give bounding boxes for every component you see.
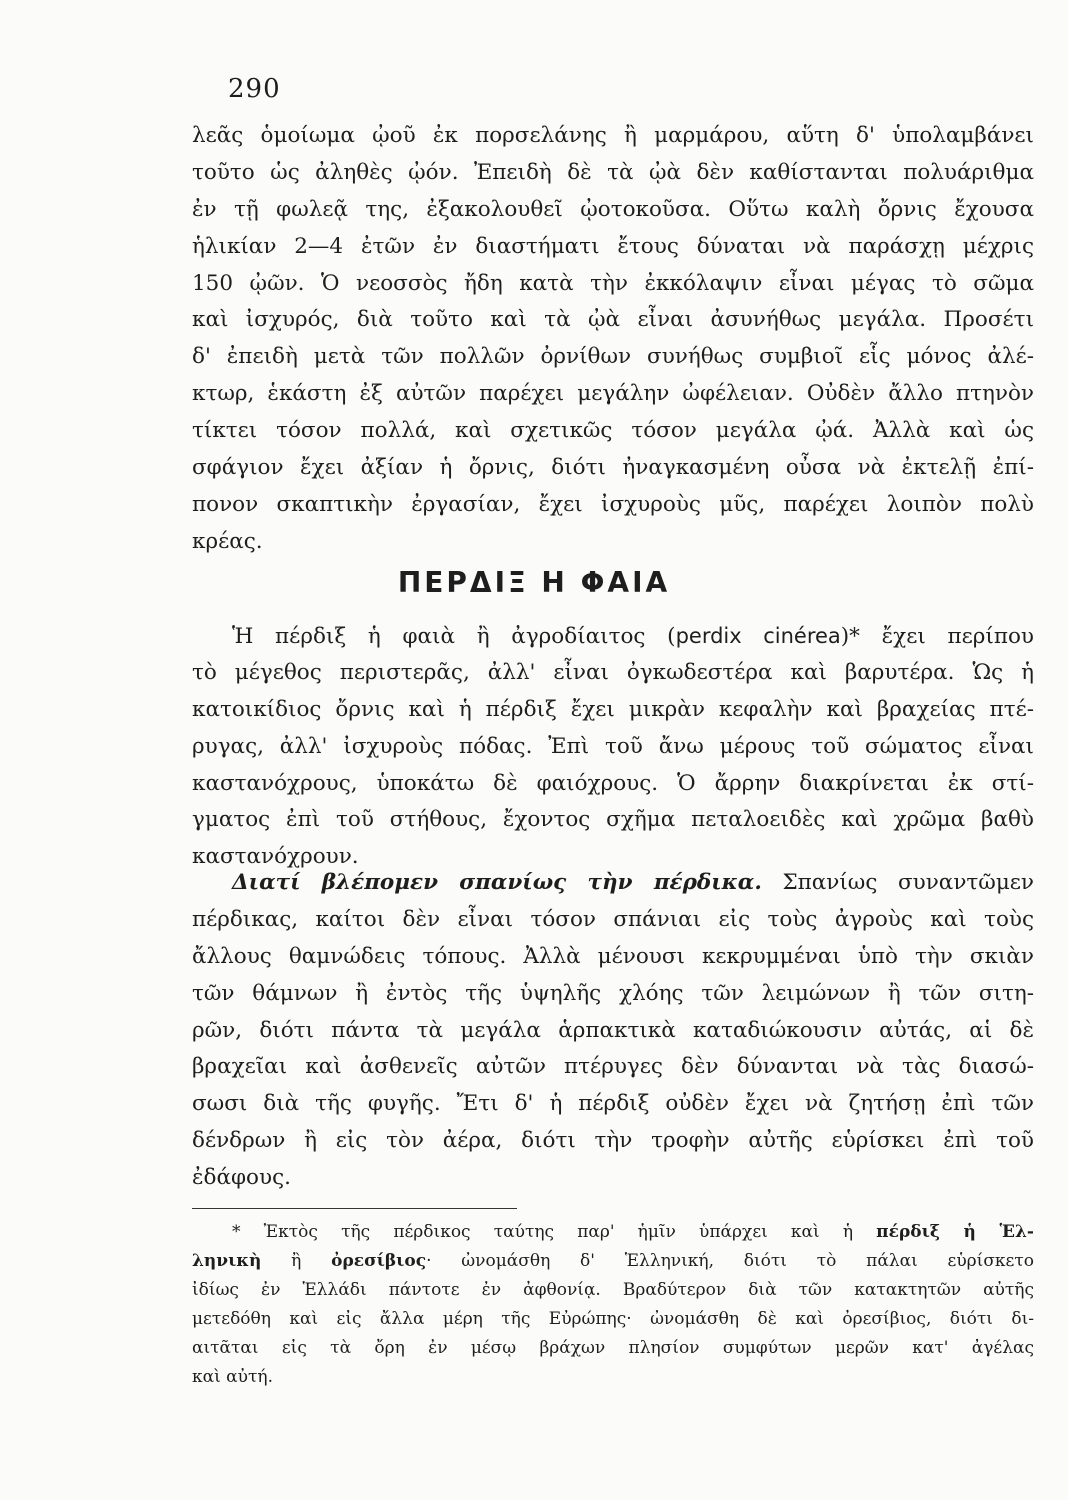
latin-name: perdix cinérea <box>675 624 841 648</box>
section-heading: ΠΕΡΔΙΞ Η ΦΑΙΑ <box>397 566 671 599</box>
text-line <box>192 618 1034 655</box>
footnote-line <box>192 1247 1034 1276</box>
footnote-line: καὶ αὐτή. <box>192 1367 273 1387</box>
text-line: δένδρων ἢ εἰς τὸν ἀέρα, διότι τὴν τροφὴν αὐτῆς εὑρίσκει ἐπὶ τοῦ <box>192 1128 1034 1154</box>
text-segment: ἢ <box>261 1251 332 1271</box>
text-line: πονον σκαπτικὴν ἐργασίαν, ἔχει ἰσχυροὺς μῦς, παρέχει λοιπὸν πολὺ <box>192 491 1034 517</box>
text-line: σφάγιον ἔχει ἀξίαν ἡ ὄρνις, διότι ἠναγκασμένη οὖσα νὰ ἐκτελῇ ἐπί- <box>192 455 1034 481</box>
text-line <box>192 865 1034 902</box>
text-line: ἐν τῇ φωλεᾷ της, ἐξακολουθεῖ ᾠοτοκοῦσα. Οὕτω καλὴ ὄρνις ἔχουσα <box>192 196 1034 222</box>
text-line: ρυγας, ἀλλ' ἰσχυροὺς πόδας. Ἐπὶ τοῦ ἄνω μέρους τοῦ σώματος εἶναι <box>192 733 1034 759</box>
text-line: ἄλλους θαμνώδεις τόπους. Ἀλλὰ μένουσι κεκρυμμέναι ὑπὸ τὴν σκιὰν <box>192 943 1034 969</box>
text-line: πέρδικας, καίτοι δὲν εἶναι τόσον σπάνιαι εἰς τοὺς ἀγροὺς καὶ τοὺς <box>192 906 1034 932</box>
paragraph-description <box>192 618 1034 876</box>
footnote-divider <box>192 1208 517 1209</box>
paragraph-eggs <box>192 118 1034 561</box>
bold-term: ὀρεσίβιος <box>331 1251 427 1271</box>
text-line: καὶ ἰσχυρός, διὰ τοῦτο καὶ τὰ ᾠὰ εἶναι ἀσυνήθως μεγάλα. Προσέτι <box>192 307 1034 333</box>
text-segment: · ὠνομάσθη δ' Ἑλληνική, διότι τὸ πάλαι εὑρίσκετο <box>426 1251 1034 1271</box>
text-line: κρέας. <box>192 528 263 554</box>
text-line: σωσι διὰ τῆς φυγῆς. Ἔτι δ' ἡ πέρδιξ οὐδὲν ἔχει νὰ ζητήσῃ ἐπὶ τῶν <box>192 1091 1034 1117</box>
text-line: ἐδάφους. <box>192 1165 291 1191</box>
footnote-line <box>192 1218 1034 1247</box>
text-line: τῶν θάμνων ἢ ἐντὸς τῆς ὑψηλῆς χλόης τῶν λειμώνων ἢ τῶν σιτη- <box>192 980 1034 1006</box>
text-line: τοῦτο ὡς ἀληθὲς ᾠόν. Ἐπειδὴ δὲ τὰ ᾠὰ δὲν καθίστανται πολυάριθμα <box>192 159 1034 185</box>
text-segment: )* ἔχει περίπου <box>840 624 1034 649</box>
footnote-line: αιτᾶται εἰς τὰ ὄρη ἐν μέσῳ βράχων πλησίον συμφύτων μερῶν κατ' ἀγέλας <box>192 1338 1034 1358</box>
text-line: ἡλικίαν 2—4 ἐτῶν ἐν διαστήματι ἔτους δύναται νὰ παράσχῃ μέχρις <box>192 233 1034 259</box>
text-line: τίκτει τόσον πολλά, καὶ σχετικῶς τόσον μεγάλα ᾠά. Ἀλλὰ καὶ ὡς <box>192 418 1034 444</box>
text-line: γματος ἐπὶ τοῦ στήθους, ἔχοντος σχῆμα πεταλοειδὲς καὶ χρῶμα βαθὺ <box>192 807 1034 833</box>
text-line: ρῶν, διότι πάντα τὰ μεγάλα ἁρπακτικὰ καταδιώκουσιν αὐτάς, αἱ δὲ <box>192 1017 1034 1043</box>
text-line: 150 ᾠῶν. Ὁ νεοσσὸς ἤδη κατὰ τὴν ἐκκόλαψιν εἶναι μέγας τὸ σῶμα <box>192 270 1034 296</box>
footnote-line: μετεδόθη καὶ εἰς ἄλλα μέρη τῆς Εὐρώπης· ὠνομάσθη δὲ καὶ ὀρεσίβιος, διότι δι- <box>192 1309 1034 1329</box>
text-line: τὸ μέγεθος περιστερᾶς, ἀλλ' εἶναι ὀγκωδεστέρα καὶ βαρυτέρα. Ὡς ἡ <box>192 659 1034 685</box>
text-line: καστανόχρους, ὑποκάτω δὲ φαιόχρους. Ὁ ἄρρην διακρίνεται ἐκ στί- <box>192 770 1034 796</box>
sub-heading: Διατί βλέπομεν σπανίως τὴν πέρδικα. <box>232 870 762 895</box>
footnote <box>192 1218 1034 1392</box>
text-line: κτωρ, ἑκάστη ἐξ αὐτῶν παρέχει μεγάλην ὠφέλειαν. Οὐδὲν ἄλλο πτηνὸν <box>192 381 1034 407</box>
text-line: δ' ἐπειδὴ μετὰ τῶν πολλῶν ὀρνίθων συνήθως συμβιοῖ εἷς μόνος ἀλέ- <box>192 344 1034 370</box>
bold-term: ληνικὴ <box>192 1251 262 1271</box>
footnote-line: ἰδίως ἐν Ἑλλάδι πάντοτε ἐν ἀφθονίᾳ. Βραδύτερον διὰ τῶν κατακτητῶν αὐτῆς <box>192 1280 1034 1300</box>
page-number: 290 <box>228 74 281 104</box>
text-segment: Ἡ πέρδιξ ἡ φαιὰ ἢ ἀγροδίαιτος ( <box>232 624 676 649</box>
text-line: βραχεῖαι καὶ ἀσθενεῖς αὐτῶν πτέρυγες δὲν δύνανται νὰ τὰς διασώ- <box>192 1054 1034 1080</box>
text-segment: * Ἐκτὸς τῆς πέρδικος ταύτης παρ' ἡμῖν ὑπάρχει καὶ ἡ <box>232 1222 877 1242</box>
text-line: καστανόχρουν. <box>192 844 359 870</box>
text-line: κατοικίδιος ὄρνις καὶ ἡ πέρδιξ ἔχει μικρὰν κεφαλὴν καὶ βραχείας πτέ- <box>192 696 1034 722</box>
text-line: λεᾶς ὁμοίωμα ᾠοῦ ἐκ πορσελάνης ἢ μαρμάρου, αὕτη δ' ὑπολαμβάνει <box>192 123 1034 148</box>
text-segment: Σπανίως συναντῶμεν <box>761 870 1034 895</box>
paragraph-rarity <box>192 865 1034 1197</box>
bold-term: πέρδιξ ἡ Ἑλ- <box>876 1222 1034 1242</box>
